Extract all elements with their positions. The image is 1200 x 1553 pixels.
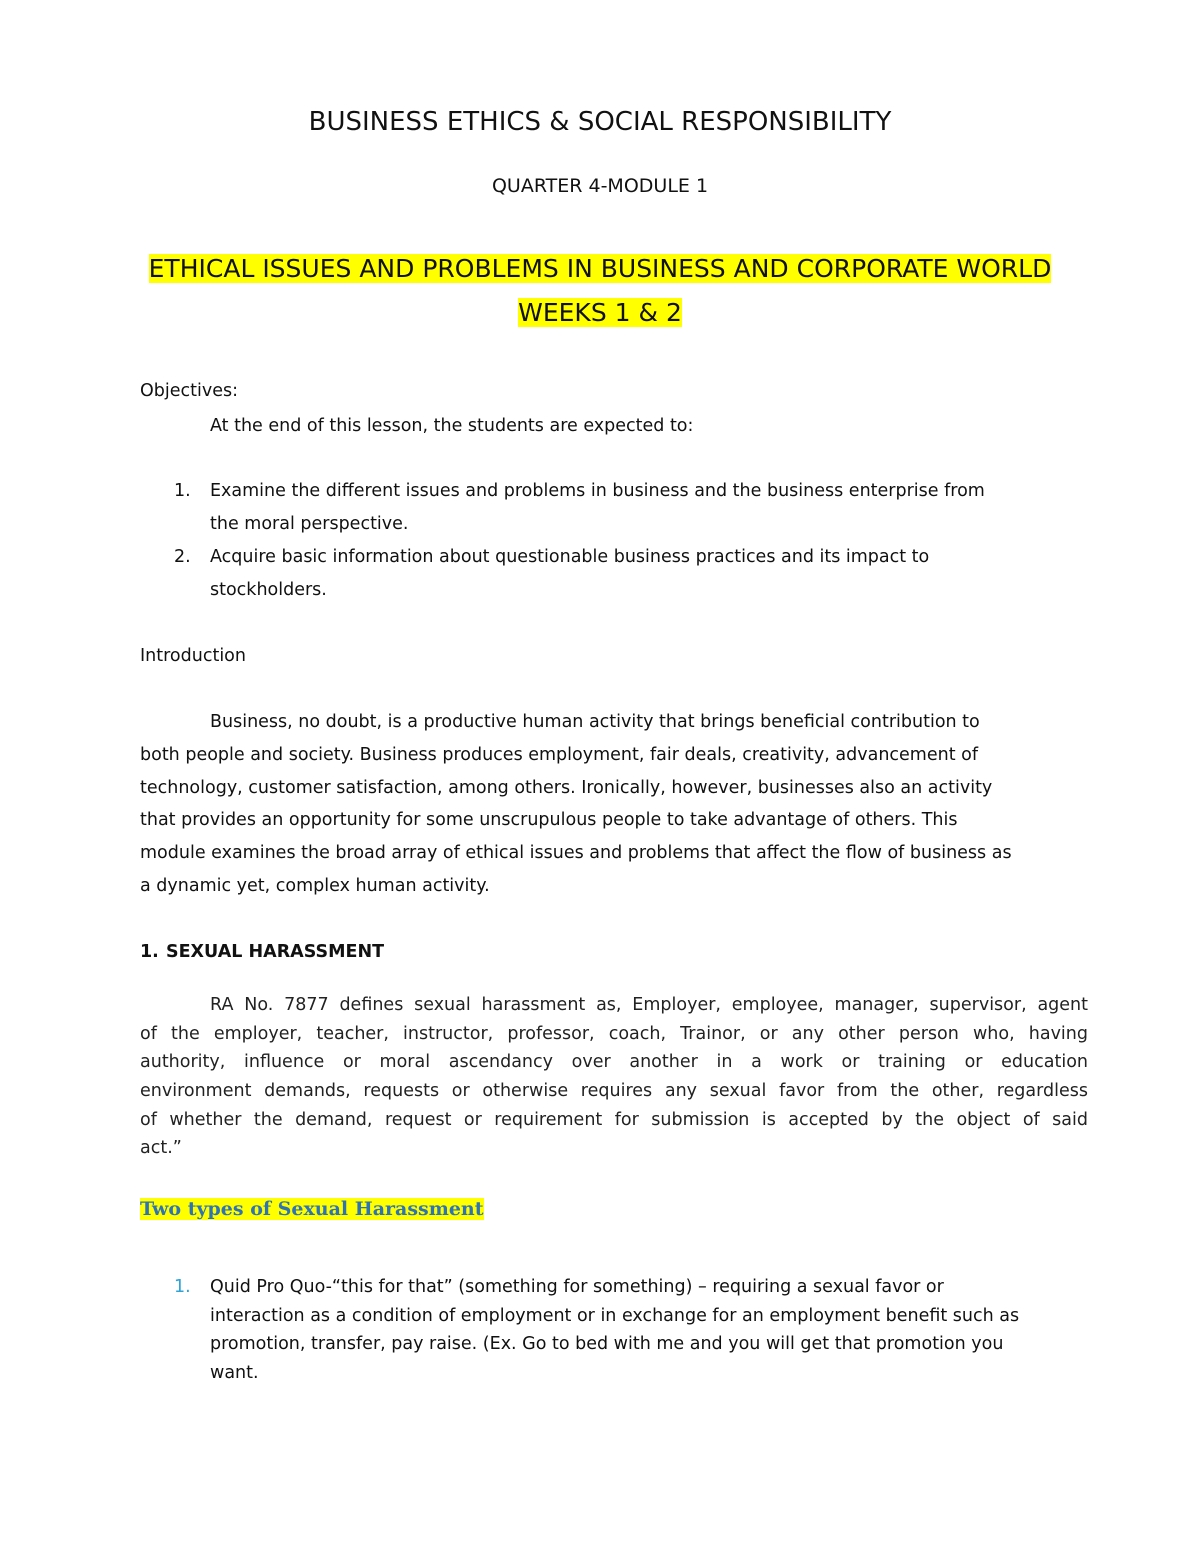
paragraph-line: of the employer, teacher, instructor, professor, coach, Trainor, or any other person who, having — [140, 1023, 1088, 1044]
module-label: QUARTER 4-MODULE 1 — [491, 175, 709, 197]
definition-paragraph — [140, 991, 1088, 1163]
objective-number: 2. — [174, 547, 191, 567]
subsection-heading-text: Two types of Sexual Harassment — [140, 1198, 484, 1220]
type-description — [210, 1273, 1019, 1387]
weeks-label-text: WEEKS 1 & 2 — [518, 298, 682, 327]
paragraph-line: Business, no doubt, is a productive human activity that brings beneficial contribution to — [210, 712, 980, 732]
introduction-label: Introduction — [140, 646, 246, 666]
objective-line: stockholders. — [210, 580, 327, 600]
section-number: 1. — [140, 942, 159, 962]
introduction-paragraph — [140, 706, 1088, 903]
paragraph-line: a dynamic yet, complex human activity. — [140, 875, 490, 896]
paragraph-line: authority, influence or moral ascendancy over another in a work or training or education — [140, 1052, 1088, 1073]
weeks-label — [0, 293, 1200, 333]
objective-line: Acquire basic information about questionable business practices and its impact to — [210, 547, 930, 567]
paragraph-line: want. — [210, 1362, 259, 1383]
paragraph-line: technology, customer satisfaction, among others. Ironically, however, businesses also an activity — [140, 777, 993, 798]
section-title: SEXUAL HARASSMENT — [166, 942, 385, 962]
objective-line: Examine the different issues and problems in business and the business enterprise from — [210, 481, 985, 501]
paragraph-line: that provides an opportunity for some unscrupulous people to take advantage of others. This — [140, 810, 958, 831]
paragraph-line: module examines the broad array of ethical issues and problems that affect the flow of business as — [140, 843, 1012, 864]
lesson-title-text: ETHICAL ISSUES AND PROBLEMS IN BUSINESS AND CORPORATE WORLD — [148, 254, 1052, 283]
type-number: 1. — [174, 1277, 191, 1297]
subsection-heading — [140, 1195, 484, 1223]
paragraph-line: environment demands, requests or otherwise requires any sexual favor from the other, regardless — [140, 1081, 1088, 1102]
paragraph-line: of whether the demand, request or requirement for submission is accepted by the object of said — [140, 1109, 1088, 1130]
lesson-title — [0, 249, 1200, 289]
objective-number: 1. — [174, 481, 191, 501]
paragraph-line: interaction as a condition of employment or in exchange for an employment benefit such as — [210, 1305, 1020, 1326]
section-heading — [140, 940, 384, 964]
paragraph-line: promotion, transfer, pay raise. (Ex. Go to bed with me and you will get that promotion you — [210, 1334, 1004, 1354]
document-title: BUSINESS ETHICS & SOCIAL RESPONSIBILITY — [308, 107, 892, 137]
paragraph-line: both people and society. Business produces employment, fair deals, creativity, advancement of — [140, 744, 978, 765]
paragraph-line: Quid Pro Quo-“this for that” (something for something) – requiring a sexual favor or — [210, 1277, 944, 1297]
objectives-intro: At the end of this lesson, the students are expected to: — [210, 416, 694, 436]
objectives-label: Objectives: — [140, 381, 238, 401]
paragraph-line: RA No. 7877 defines sexual harassment as, Employer, employee, manager, supervisor, agent — [210, 995, 1088, 1015]
objective-line: the moral perspective. — [210, 514, 409, 534]
paragraph-line: act.” — [140, 1138, 182, 1159]
